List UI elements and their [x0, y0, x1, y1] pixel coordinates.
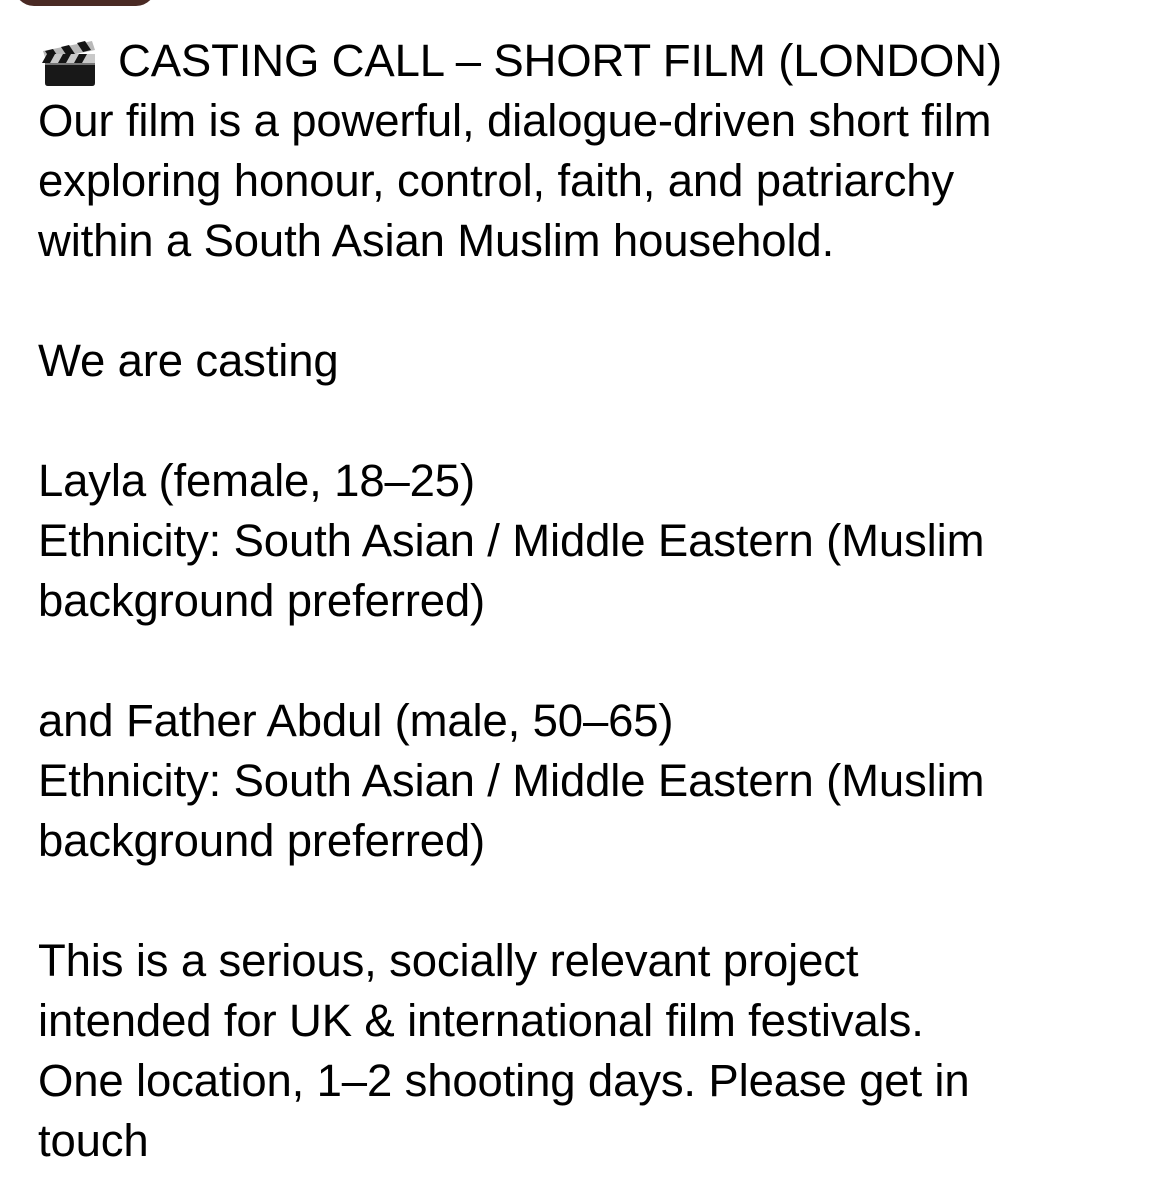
blank-line — [38, 871, 1148, 931]
role-2-name: and Father Abdul (male, 50–65) — [38, 695, 674, 746]
role-1-ethnicity-line-1: Ethnicity: South Asian / Middle Eastern (Muslim — [38, 515, 985, 566]
blank-line — [38, 631, 1148, 691]
role-2-ethnicity-line-2: background preferred) — [38, 815, 486, 866]
cropped-header — [0, 0, 1170, 10]
intro-line-1: Our film is a powerful, dialogue-driven short film — [38, 95, 992, 146]
role-1-ethnicity-line-2: background preferred) — [38, 575, 486, 626]
intro-line-2: exploring honour, control, faith, and patriarchy — [38, 155, 954, 206]
role-2-ethnicity-line-1: Ethnicity: South Asian / Middle Eastern (Muslim — [38, 755, 985, 806]
clapper-board-icon — [38, 36, 102, 86]
closing-line-2: intended for UK & international film festivals. — [38, 995, 924, 1046]
intro-line-3: within a South Asian Muslim household. — [38, 215, 835, 266]
avatar[interactable] — [14, 0, 156, 6]
casting-heading: We are casting — [38, 335, 339, 386]
blank-line — [38, 391, 1148, 451]
closing-line-4: touch — [38, 1115, 149, 1166]
closing-line-3: One location, 1–2 shooting days. Please get in — [38, 1055, 970, 1106]
post-title-row — [38, 31, 1148, 91]
role-1-name: Layla (female, 18–25) — [38, 455, 475, 506]
post-title: CASTING CALL – SHORT FILM (LONDON) — [118, 35, 1002, 86]
post-body — [38, 31, 1148, 1171]
blank-line — [38, 271, 1148, 331]
closing-line-1: This is a serious, socially relevant project — [38, 935, 859, 986]
